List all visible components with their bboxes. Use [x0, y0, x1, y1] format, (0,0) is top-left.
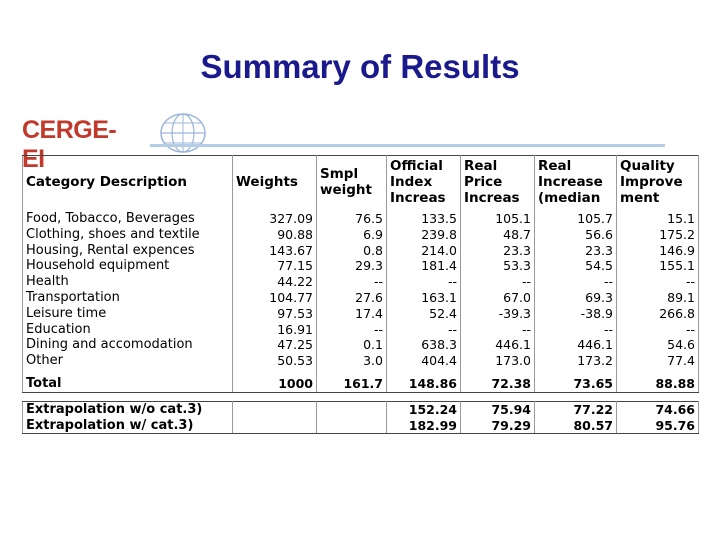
cell-value: 0.8 [317, 243, 387, 259]
column-header [387, 156, 461, 212]
extrapolation-row [23, 418, 699, 434]
cell-value: 89.1 [617, 290, 699, 306]
header-row [23, 156, 699, 212]
spacer-cell [23, 369, 233, 376]
cell-value: 52.4 [387, 306, 461, 322]
cell-value [317, 418, 387, 434]
cell-value: 23.3 [535, 243, 617, 259]
spacer-cell [617, 392, 699, 401]
cell-value: 76.5 [317, 211, 387, 227]
row-label: Education [23, 322, 233, 338]
cell-value: 404.4 [387, 353, 461, 369]
cell-value: -- [535, 322, 617, 338]
cell-value: 53.3 [461, 258, 535, 274]
cell-value: 15.1 [617, 211, 699, 227]
cell-value: 67.0 [461, 290, 535, 306]
column-header-line: Category Description [26, 174, 188, 190]
cell-value: 95.76 [617, 418, 699, 434]
cell-value: 97.53 [233, 306, 317, 322]
table-row [23, 322, 699, 338]
cell-value: 133.5 [387, 211, 461, 227]
cell-value: 105.7 [535, 211, 617, 227]
cell-value: 239.8 [387, 227, 461, 243]
cell-value: 75.94 [461, 401, 535, 417]
results-table [22, 155, 699, 434]
cell-value: -- [461, 322, 535, 338]
cell-value: 54.5 [535, 258, 617, 274]
spacer-cell [387, 392, 461, 401]
globe-icon [156, 112, 210, 154]
table-row [23, 211, 699, 227]
row-label: Dining and accomodation [23, 337, 233, 353]
cell-value: 54.6 [617, 337, 699, 353]
row-label: Other [23, 353, 233, 369]
spacer-cell [233, 369, 317, 376]
spacer-cell [535, 392, 617, 401]
column-header [317, 156, 387, 212]
column-header-line: (median [538, 190, 601, 206]
cell-value: 88.88 [617, 376, 699, 392]
column-header-line: Weights [236, 174, 298, 190]
row-label: Food, Tobacco, Beverages [23, 211, 233, 227]
cell-value: -- [387, 322, 461, 338]
cell-value: 69.3 [535, 290, 617, 306]
spacer-cell [461, 369, 535, 376]
cell-value: 161.7 [317, 376, 387, 392]
logo-text: CERGE-EI [22, 116, 117, 173]
cell-value: 79.29 [461, 418, 535, 434]
table-row [23, 290, 699, 306]
cell-value: 47.25 [233, 337, 317, 353]
spacer-row [23, 392, 699, 401]
total-row [23, 376, 699, 392]
cell-value: 73.65 [535, 376, 617, 392]
row-label: Clothing, shoes and textile [23, 227, 233, 243]
cell-value: 3.0 [317, 353, 387, 369]
cell-value: 182.99 [387, 418, 461, 434]
row-label: Extrapolation w/o cat.3) [23, 401, 233, 417]
cell-value: 181.4 [387, 258, 461, 274]
spacer-cell [387, 369, 461, 376]
cell-value: 72.38 [461, 376, 535, 392]
spacer-cell [461, 392, 535, 401]
row-label: Transportation [23, 290, 233, 306]
row-label: Housing, Rental expences [23, 243, 233, 259]
cell-value [233, 418, 317, 434]
cell-value: 27.6 [317, 290, 387, 306]
spacer-cell [233, 392, 317, 401]
row-label: Health [23, 274, 233, 290]
cell-value: 44.22 [233, 274, 317, 290]
table-row [23, 337, 699, 353]
page-title: Summary of Results [200, 48, 520, 85]
table-row [23, 258, 699, 274]
cell-value: 74.66 [617, 401, 699, 417]
cell-value: 214.0 [387, 243, 461, 259]
cell-value: 175.2 [617, 227, 699, 243]
spacer-cell [535, 369, 617, 376]
column-header [23, 156, 233, 212]
column-header-line: Index [390, 174, 433, 190]
cell-value: 17.4 [317, 306, 387, 322]
column-header-line: Quality [620, 158, 675, 174]
cell-value: 50.53 [233, 353, 317, 369]
column-header [617, 156, 699, 212]
column-header [535, 156, 617, 212]
cell-value: 23.3 [461, 243, 535, 259]
cell-value: 1000 [233, 376, 317, 392]
row-label: Leisure time [23, 306, 233, 322]
table-row [23, 243, 699, 259]
row-label: Extrapolation w/ cat.3) [23, 418, 233, 434]
header-divider [150, 144, 665, 147]
column-header-line: Official [390, 158, 443, 174]
cell-value [233, 401, 317, 417]
cell-value: -- [617, 274, 699, 290]
column-header-line: Increas [390, 190, 446, 206]
spacer-row [23, 369, 699, 376]
column-header [461, 156, 535, 212]
cell-value: 77.15 [233, 258, 317, 274]
column-header-line: Increas [464, 190, 520, 206]
cell-value: 105.1 [461, 211, 535, 227]
cell-value: -- [461, 274, 535, 290]
cell-value: 77.4 [617, 353, 699, 369]
cell-value: -- [317, 274, 387, 290]
table-row [23, 274, 699, 290]
row-label: Household equipment [23, 258, 233, 274]
cell-value: 16.91 [233, 322, 317, 338]
table-row [23, 353, 699, 369]
cell-value: 48.7 [461, 227, 535, 243]
cell-value: 143.67 [233, 243, 317, 259]
cell-value: 77.22 [535, 401, 617, 417]
table-row [23, 227, 699, 243]
cell-value: 0.1 [317, 337, 387, 353]
column-header-line: ment [620, 190, 660, 206]
cell-value: -- [387, 274, 461, 290]
cell-value: 155.1 [617, 258, 699, 274]
cell-value: -38.9 [535, 306, 617, 322]
extrapolation-row [23, 401, 699, 417]
cell-value: 80.57 [535, 418, 617, 434]
column-header-line: Price [464, 174, 503, 190]
spacer-cell [617, 369, 699, 376]
cell-value: 163.1 [387, 290, 461, 306]
cell-value: 6.9 [317, 227, 387, 243]
table-row [23, 306, 699, 322]
spacer-cell [317, 392, 387, 401]
cell-value: 446.1 [535, 337, 617, 353]
column-header-line: Improve [620, 174, 683, 190]
cell-value: -- [617, 322, 699, 338]
cell-value: 266.8 [617, 306, 699, 322]
cell-value: 327.09 [233, 211, 317, 227]
column-header [233, 156, 317, 212]
cell-value: 446.1 [461, 337, 535, 353]
column-header-line: Increase [538, 174, 603, 190]
cell-value: 56.6 [535, 227, 617, 243]
cell-value: 148.86 [387, 376, 461, 392]
cell-value: -- [317, 322, 387, 338]
cell-value: -- [535, 274, 617, 290]
spacer-cell [317, 369, 387, 376]
cell-value: 104.77 [233, 290, 317, 306]
cell-value: -39.3 [461, 306, 535, 322]
column-header-line: weight [320, 182, 372, 198]
cell-value [317, 401, 387, 417]
cell-value: 90.88 [233, 227, 317, 243]
cell-value: 173.2 [535, 353, 617, 369]
cell-value: 152.24 [387, 401, 461, 417]
cell-value: 29.3 [317, 258, 387, 274]
column-header-line: Real [538, 158, 572, 174]
column-header-line: Smpl [320, 166, 359, 182]
column-header-line: Real [464, 158, 498, 174]
spacer-cell [23, 392, 233, 401]
row-label: Total [23, 376, 233, 392]
cell-value: 638.3 [387, 337, 461, 353]
cell-value: 146.9 [617, 243, 699, 259]
cell-value: 173.0 [461, 353, 535, 369]
